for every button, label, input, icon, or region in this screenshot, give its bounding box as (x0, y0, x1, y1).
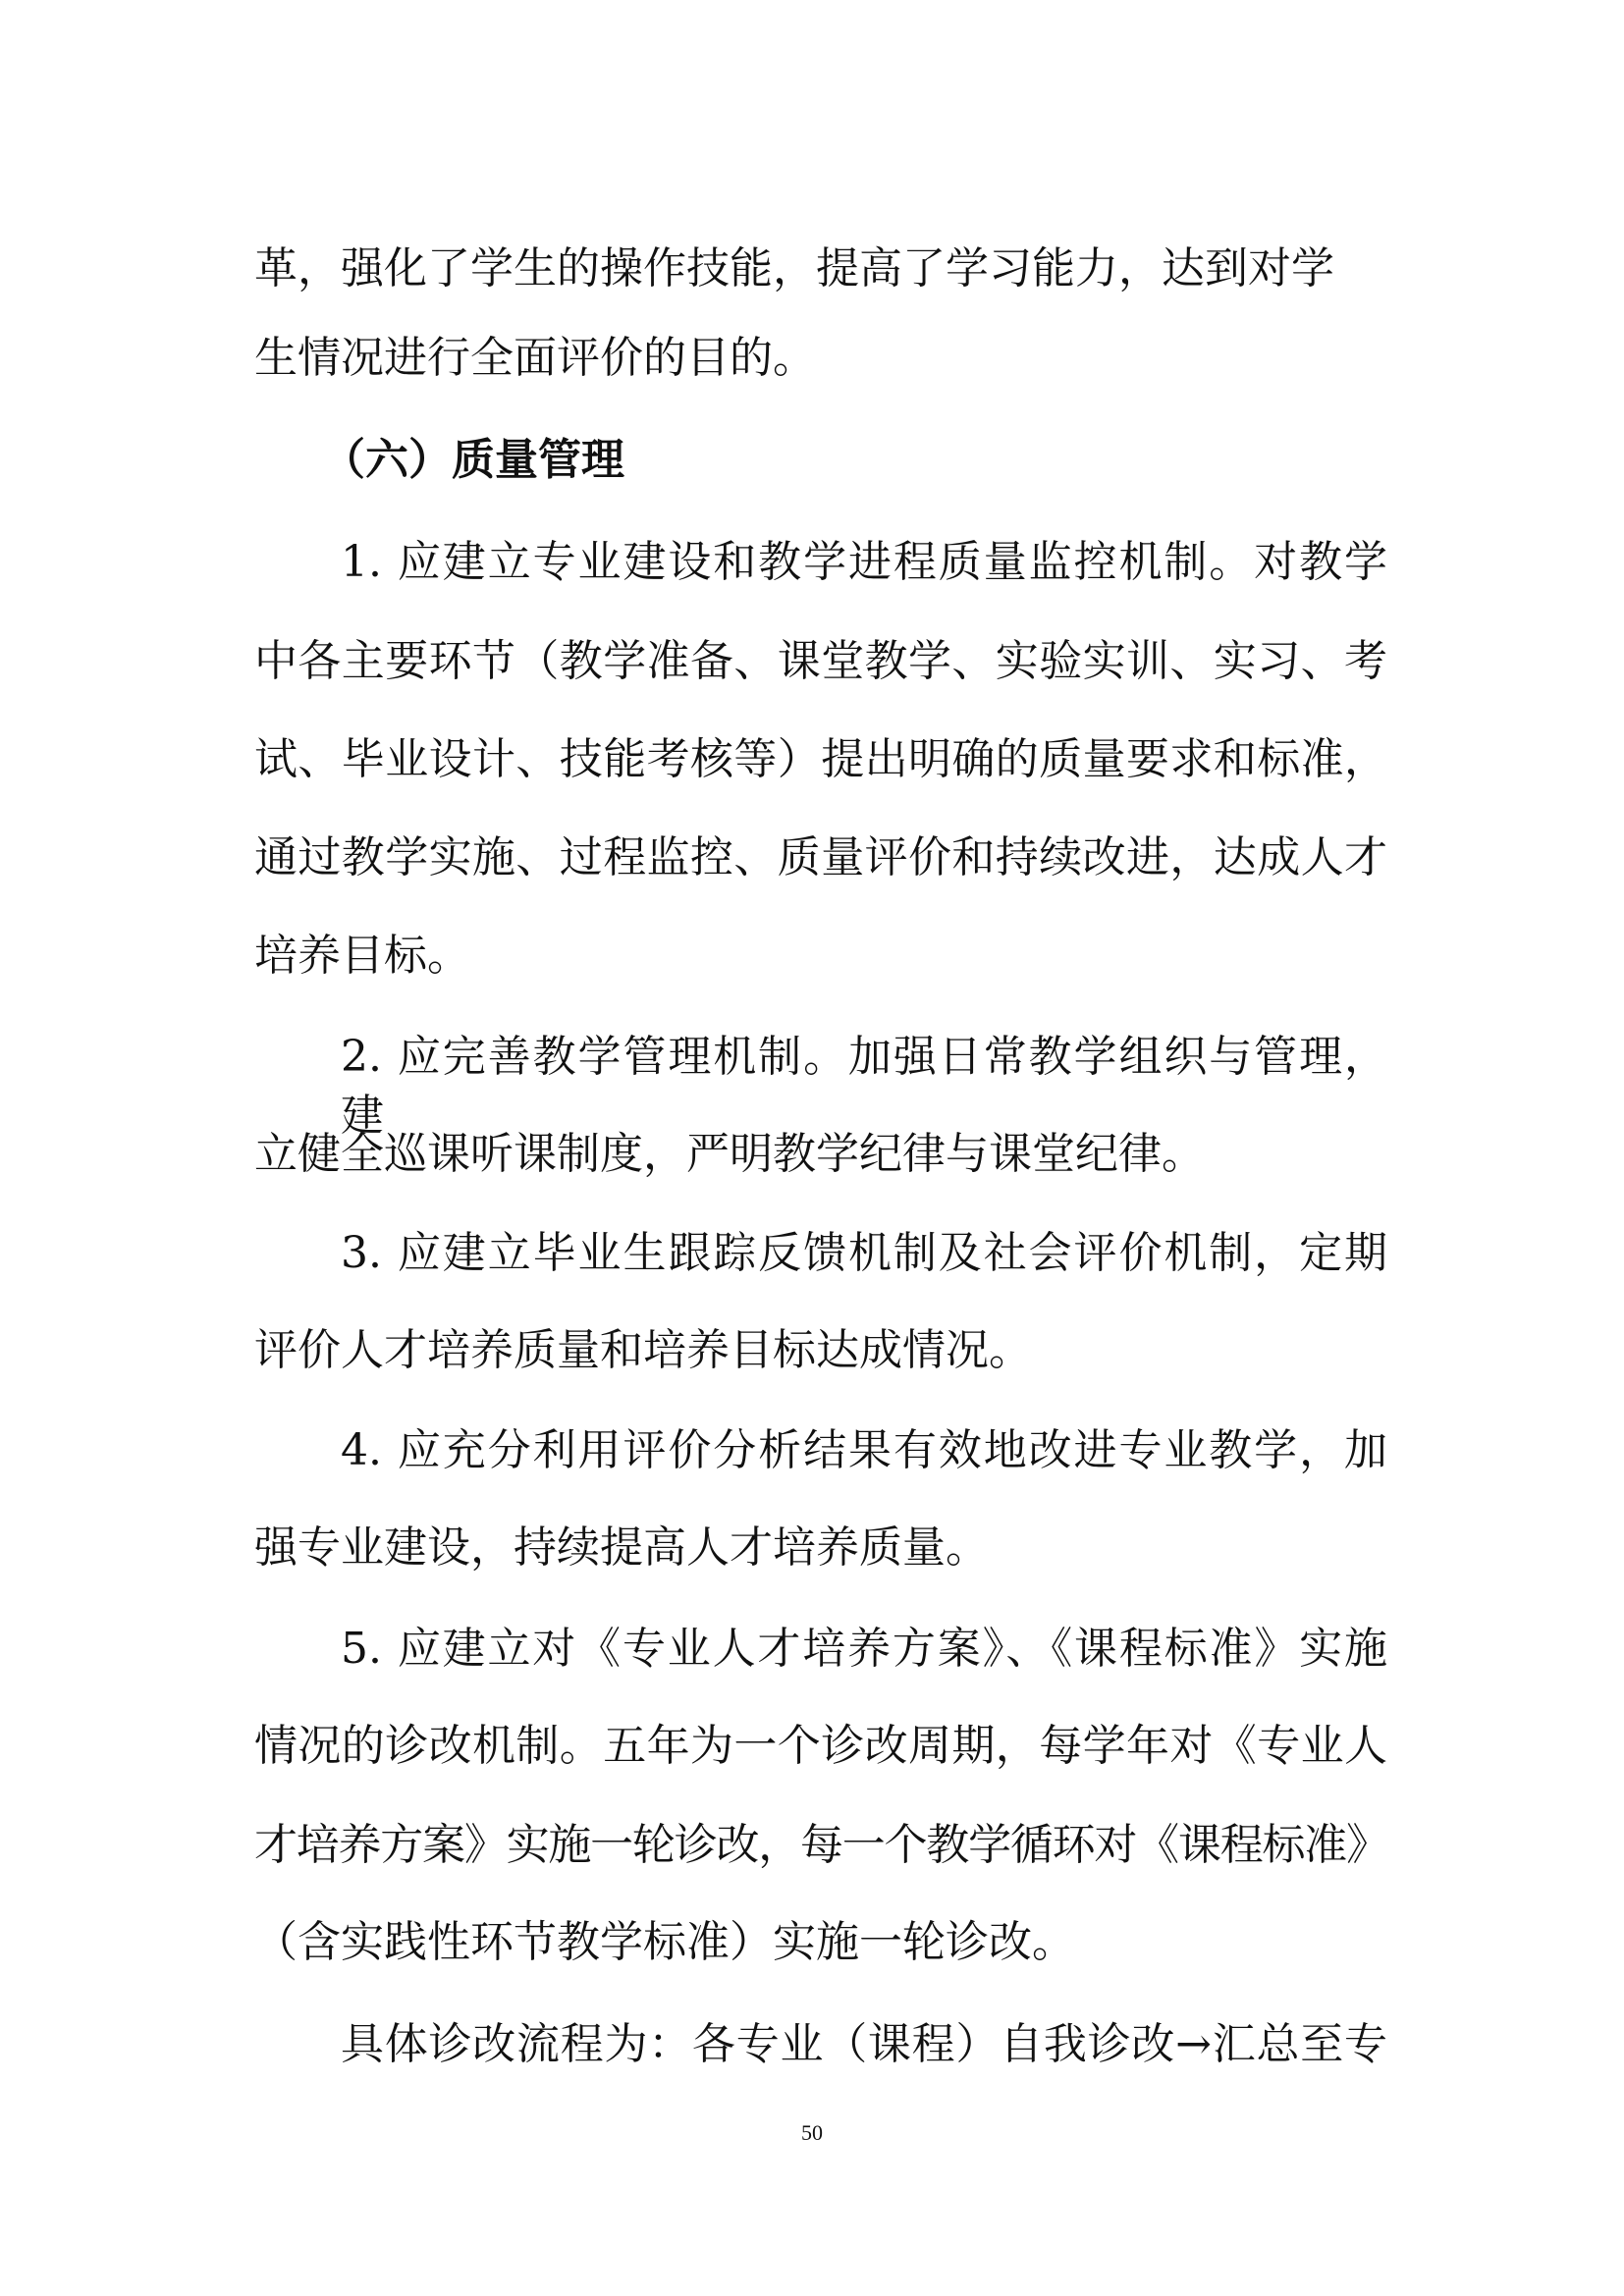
item-1-text: 应建立专业建设和教学进程质量监控机制。对教学 (397, 537, 1387, 587)
item-5-text: 应建立对《专业人才培养方案》、《课程标准》实施 (397, 1624, 1387, 1674)
item-3-number: 3. (341, 1228, 382, 1278)
item-2-text: 应完善教学管理机制。加强日常教学组织与管理，建 (341, 1032, 1387, 1141)
item-5-line-3: 才培养方案》实施一轮诊改，每一个教学循环对《课程标准》 (254, 1820, 1387, 1870)
item-4-line-1 (254, 1421, 1387, 1480)
item-1-line-3: 试、毕业设计、技能考核等）提出明确的质量要求和标准， (254, 734, 1387, 784)
item-3-line-1 (254, 1224, 1387, 1283)
item-5-line-2: 情况的诊改机制。五年为一个诊改周期，每学年对《专业人 (254, 1721, 1387, 1771)
item-1-line-5: 培养目标。 (254, 931, 470, 981)
item-5-line-4: （含实践性环节教学标准）实施一轮诊改。 (254, 1917, 1075, 1967)
item-1-line-4: 通过教学实施、过程监控、质量评价和持续改进，达成人才 (254, 832, 1387, 882)
item-1-number: 1. (341, 537, 382, 587)
item-3-line-2: 评价人才培养质量和培养目标达成情况。 (254, 1325, 1032, 1375)
page-number: 50 (801, 2120, 823, 2145)
final-paragraph-line-1: 具体诊改流程为：各专业（课程）自我诊改→汇总至专 (341, 2019, 1387, 2069)
item-5-number: 5. (341, 1624, 382, 1674)
item-2-line-2: 立健全巡课听课制度，严明教学纪律与课堂纪律。 (254, 1129, 1205, 1179)
item-4-line-2: 强专业建设，持续提高人才培养质量。 (254, 1522, 989, 1573)
continuation-line-1: 革，强化了学生的操作技能，提高了学习能力，达到对学 (254, 243, 1334, 294)
item-1-line-1 (254, 533, 1387, 592)
continuation-line-2: 生情况进行全面评价的目的。 (254, 333, 816, 383)
item-2-line-1 (254, 1028, 1387, 1141)
item-3-text: 应建立毕业生跟踪反馈机制及社会评价机制，定期 (397, 1228, 1387, 1278)
item-2-number: 2. (341, 1032, 382, 1082)
item-5-line-1 (254, 1620, 1387, 1679)
item-1-line-2: 中各主要环节（教学准备、课堂教学、实验实训、实习、考 (254, 636, 1387, 686)
section-heading: （六）质量管理 (322, 435, 624, 485)
item-4-text: 应充分利用评价分析结果有效地改进专业教学，加 (397, 1425, 1387, 1475)
item-4-number: 4. (341, 1425, 382, 1475)
